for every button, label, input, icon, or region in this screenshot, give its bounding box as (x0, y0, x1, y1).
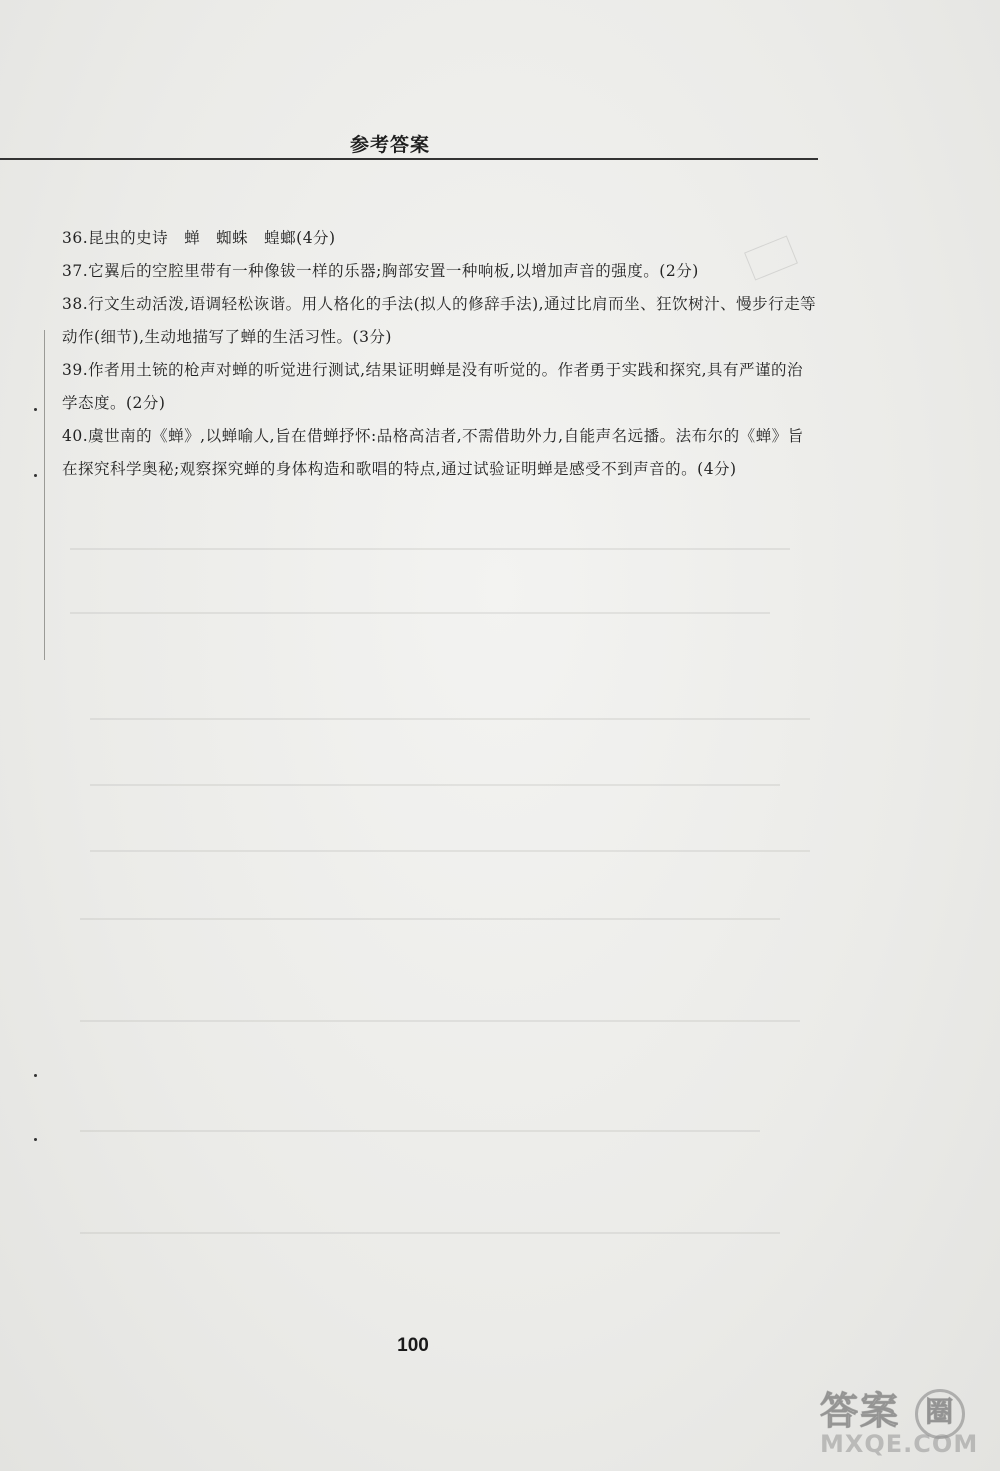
show-through-line (90, 718, 810, 720)
show-through-line (70, 548, 790, 550)
show-through-line (90, 850, 810, 852)
page-number: 100 (397, 1335, 429, 1356)
answer-item-36: 36.昆虫的史诗 蝉 蜘蛛 蝗螂(4分) (62, 229, 336, 247)
watermark-url: MXQE.COM (820, 1430, 979, 1458)
answer-list (62, 222, 817, 486)
show-through-line (80, 918, 780, 920)
answer-item-37: 37.它翼后的空腔里带有一种像钹一样的乐器;胸部安置一种响板,以增加声音的强度。(2分) (62, 262, 699, 280)
show-through-line (70, 612, 770, 614)
binding-hole-mark (34, 1138, 37, 1141)
show-through-line (90, 784, 780, 786)
binding-hole-mark (34, 474, 37, 477)
page-title: 参考答案 (349, 134, 430, 156)
answer-item-40: 40.虞世南的《蝉》,以蝉喻人,旨在借蝉抒怀:品格高洁者,不需借助外力,自能声名远播。法布尔的《蝉》旨在探究科学奥秘;观察探究蝉的身体构造和歌唱的特点,通过试验证明蝉是感受不到声音的。(4分) (62, 427, 804, 478)
show-through-line (80, 1020, 800, 1022)
watermark-badge-icon: 圈 (915, 1389, 965, 1439)
answer-item-39: 39.作者用土铳的枪声对蝉的听觉进行测试,结果证明蝉是没有听觉的。作者勇于实践和探究,具有严谨的治学态度。(2分) (62, 361, 804, 412)
header-divider (0, 158, 818, 160)
site-watermark (810, 1380, 990, 1465)
binding-hole-mark (34, 408, 37, 411)
answer-item-38: 38.行文生动活泼,语调轻松诙谐。用人格化的手法(拟人的修辞手法),通过比肩而坐、狂饮树汁、慢步行走等动作(细节),生动地描写了蝉的生活习性。(3分) (62, 295, 817, 346)
binding-margin-line (44, 330, 45, 660)
show-through-line (80, 1232, 780, 1234)
binding-hole-mark (34, 1074, 37, 1077)
watermark-logo-text: 答案 (820, 1389, 901, 1433)
show-through-line (80, 1130, 760, 1132)
